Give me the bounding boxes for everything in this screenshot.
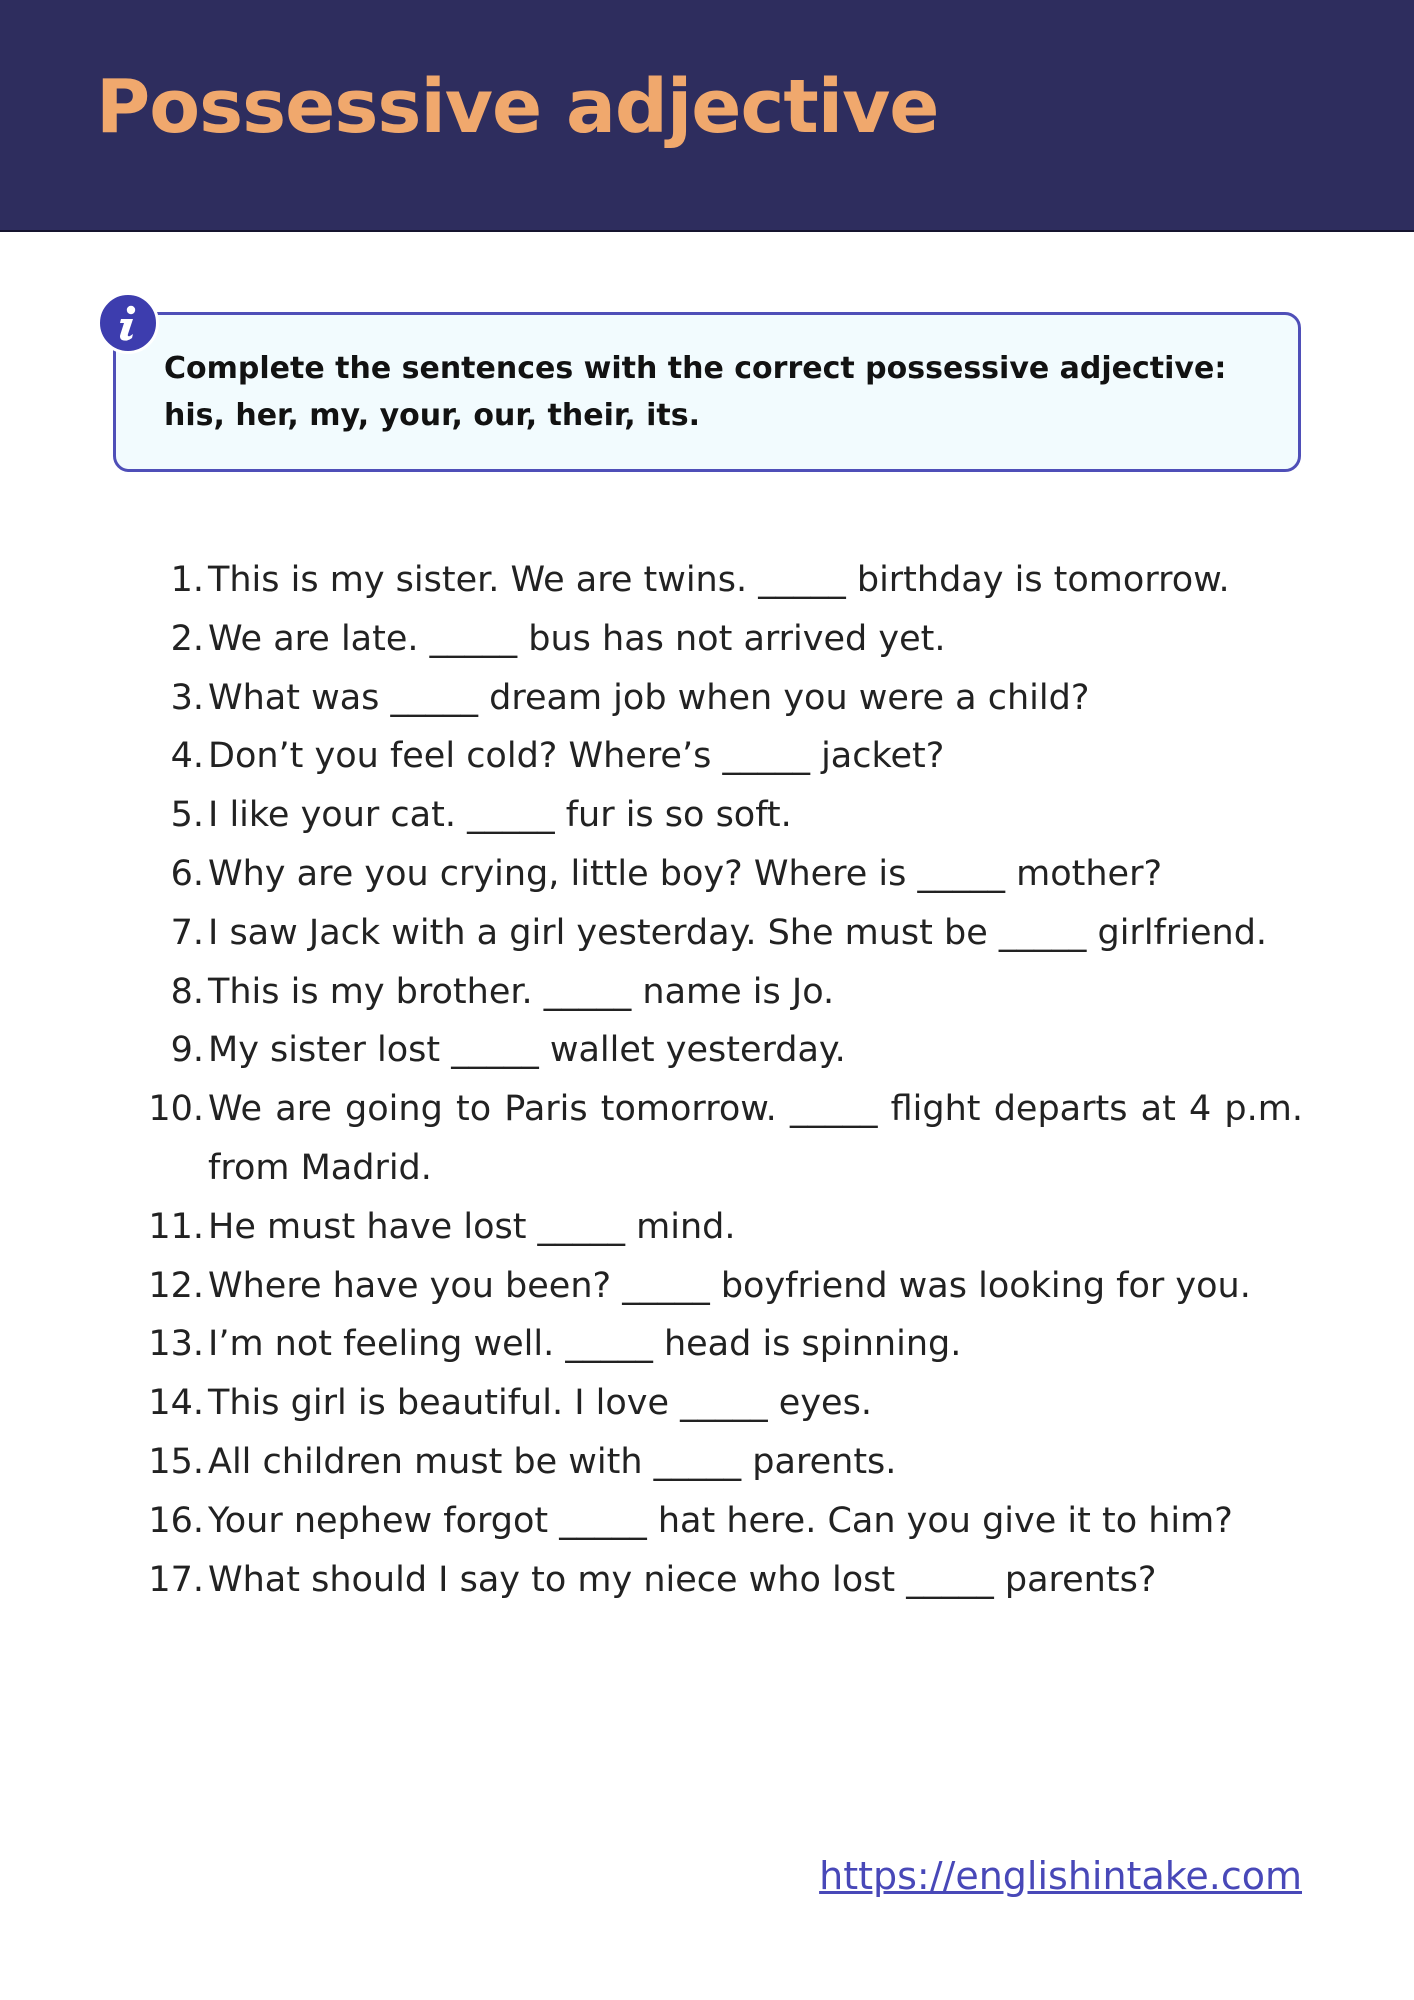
exercise-number: 14. (148, 1383, 204, 1424)
exercise-number: 3. (170, 677, 204, 718)
exercise-number: 15. (148, 1441, 204, 1482)
exercise-number: 12. (148, 1265, 204, 1306)
exercise-sentence: My sister lost _____ wallet yesterday. (208, 1030, 846, 1071)
exercise-sentence: This is my brother. _____ name is Jo. (208, 971, 835, 1012)
exercise-sentence: What was _____ dream job when you were a child? (208, 677, 1090, 718)
exercise-number: 6. (170, 853, 204, 894)
exercise-number: 1. (170, 560, 204, 600)
exercise-item (142, 1080, 1303, 1198)
exercise-sentence: Where have you been? _____ boyfriend was looking for you. (208, 1265, 1251, 1306)
exercise-number: 8. (170, 971, 204, 1012)
instruction-text: Complete the sentences with the correct possessive adjective: his, her, my, your, our, their, its. (164, 351, 1227, 433)
exercise-number: 7. (170, 912, 204, 953)
exercise-item (142, 1374, 1303, 1433)
exercise-sentence: I saw Jack with a girl yesterday. She must be _____ girlfriend. (208, 912, 1268, 953)
page-title: Possessive adjective (96, 64, 939, 150)
exercise-item (142, 1021, 1303, 1080)
exercise-sentence: Don’t you feel cold? Where’s _____ jacket? (208, 736, 945, 777)
exercise-item (142, 845, 1303, 904)
exercise-item (142, 963, 1303, 1022)
exercise-item (142, 669, 1303, 728)
exercise-sentence: I like your cat. _____ fur is so soft. (208, 795, 792, 836)
exercise-sentence: He must have lost _____ mind. (208, 1206, 736, 1247)
exercise-item (142, 1198, 1303, 1257)
exercise-list (142, 551, 1303, 1609)
exercise-sentence: Your nephew forgot _____ hat here. Can you give it to him? (208, 1500, 1233, 1541)
info-icon-glyph (111, 303, 145, 343)
exercise-sentence: All children must be with _____ parents. (208, 1441, 897, 1482)
exercise-number: 5. (170, 795, 204, 836)
exercise-number: 2. (170, 618, 204, 659)
exercise-item (142, 551, 1303, 610)
exercise-item (142, 1315, 1303, 1374)
exercise-item (142, 610, 1303, 669)
exercise-number: 9. (170, 1030, 204, 1071)
exercise-sentence: This girl is beautiful. I love _____ eyes. (208, 1383, 872, 1424)
info-icon (97, 292, 159, 354)
exercise-item (142, 1433, 1303, 1492)
exercise-item (142, 786, 1303, 845)
exercise-sentence: What should I say to my niece who lost _____ parents? (208, 1559, 1157, 1600)
exercise-item (142, 904, 1303, 963)
source-link[interactable]: https://englishintake.com (819, 1854, 1302, 1898)
page-header (0, 0, 1414, 232)
exercise-item (142, 1257, 1303, 1316)
exercise-number: 10. (148, 1089, 204, 1130)
exercise-number: 13. (148, 1324, 204, 1365)
exercise-item (142, 727, 1303, 786)
exercise-number: 17. (148, 1559, 204, 1600)
exercise-number: 11. (148, 1206, 204, 1247)
exercise-item (142, 1492, 1303, 1551)
instruction-box (113, 312, 1301, 472)
exercise-sentence: We are late. _____ bus has not arrived yet. (208, 618, 946, 659)
exercise-sentence: This is my sister. We are twins. _____ birthday is tomorrow. (208, 560, 1230, 600)
exercise-sentence: I’m not feeling well. _____ head is spinning. (208, 1324, 962, 1365)
exercise-number: 4. (170, 736, 204, 777)
exercise-number: 16. (148, 1500, 204, 1541)
exercise-item (142, 1551, 1303, 1610)
exercise-sentence: We are going to Paris tomorrow. _____ flight departs at 4 p.m. from Madrid. (208, 1089, 1303, 1188)
exercise-sentence: Why are you crying, little boy? Where is _____ mother? (208, 853, 1163, 894)
